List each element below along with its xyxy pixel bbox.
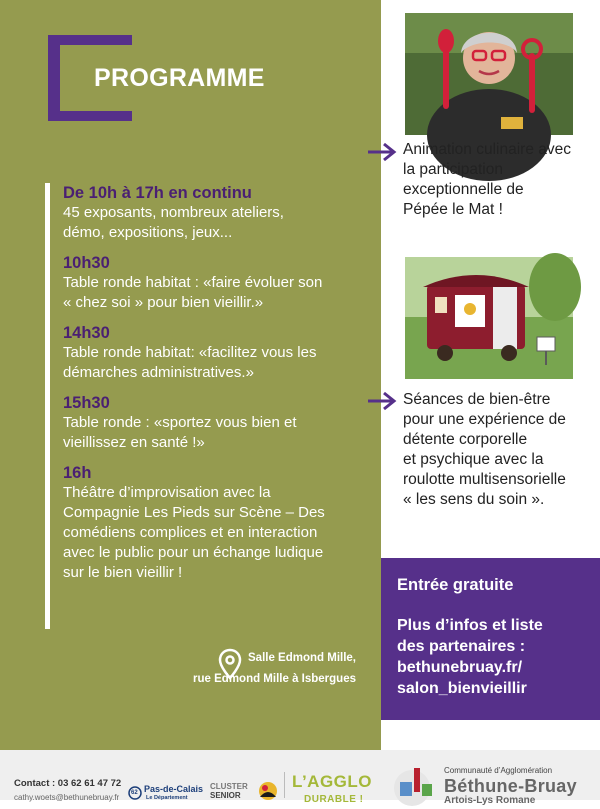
arrow-right-icon [367, 142, 397, 162]
schedule-time: 14h30 [63, 324, 110, 342]
wellbeing-caption: Séances de bien-être pour une expérience de détente corporelle et psychique avec la roulotte multisensorielle « les sens du soin ». [403, 391, 566, 508]
schedule-description: Table ronde habitat: «facilitez vous les démarches administratives.» [63, 344, 317, 381]
schedule-entry [63, 183, 365, 243]
more-info-link[interactable]: Plus d’infos et liste des partenaires : bethunebruay.fr/ salon_bienvieillir [397, 617, 543, 697]
culinary-caption: Animation culinaire avec la participation exceptionnelle de Pépée le Mat ! [403, 141, 572, 218]
arrow-right-icon [367, 391, 397, 411]
bethune-bruay-logo: Béthune-Bruay [444, 776, 577, 796]
contact-email[interactable]: cathy.woets@bethunebruay.fr [14, 793, 120, 802]
schedule-entry [63, 323, 365, 383]
contact-phone: Contact : 03 62 61 47 72 [14, 778, 122, 789]
event-location [170, 648, 356, 690]
free-entry-label: Entrée gratuite [397, 576, 514, 594]
info-box [381, 558, 600, 720]
schedule-time: 16h [63, 464, 92, 482]
bird-logo-icon [256, 779, 280, 801]
schedule-description: Théâtre d’improvisation avec la Compagnie Les Pieds sur Scène – Des comédiens complices et en interaction avec le public pour un échange ludique sur le bien vieillir ! [63, 484, 325, 581]
town-logo-icon [392, 764, 440, 800]
schedule-description: Table ronde habitat : «faire évoluer son « chez soi » pour bien vieillir.» [63, 274, 323, 311]
schedule-time: 10h30 [63, 254, 110, 272]
schedule-time: 15h30 [63, 394, 110, 412]
cluster-senior-logo: CLUSTER SENIOR [210, 782, 248, 800]
location-line-1: Salle Edmond Mille, [248, 652, 356, 664]
schedule-list [45, 183, 365, 629]
footer-divider [284, 772, 285, 798]
schedule-description: 45 exposants, nombreux ateliers, démo, expositions, jeux... [63, 204, 284, 241]
schedule-entry [63, 393, 365, 453]
footer: Contact : 03 62 61 47 72 cathy.woets@bethunebruay.fr 62 Pas-de-Calais Le Département CLUSTER SENIOR L’AGGLO DURABLE ! Communauté d’Agglomération Béthune-Bruay Artois-Lys Romane [0, 750, 600, 800]
schedule-entry [63, 253, 365, 313]
chef-photo [405, 13, 573, 135]
agglo-name-top: Communauté d’Agglomération [444, 766, 553, 775]
location-line-2: rue Edmond Mille à Isbergues [193, 673, 356, 685]
caravan-illustration [405, 257, 573, 379]
schedule-description: Table ronde : «sportez vous bien et vieillissez en santé !» [63, 414, 297, 451]
page-title: PROGRAMME [94, 64, 265, 92]
agglo-durable-logo: L’AGGLO DURABLE ! [292, 772, 372, 805]
agglo-name-sub: Artois-Lys Romane [444, 795, 536, 806]
schedule-entry [63, 463, 365, 583]
caravan-photo [405, 257, 573, 379]
chef-illustration [405, 13, 573, 135]
schedule-time: De 10h à 17h en continu [63, 184, 252, 202]
